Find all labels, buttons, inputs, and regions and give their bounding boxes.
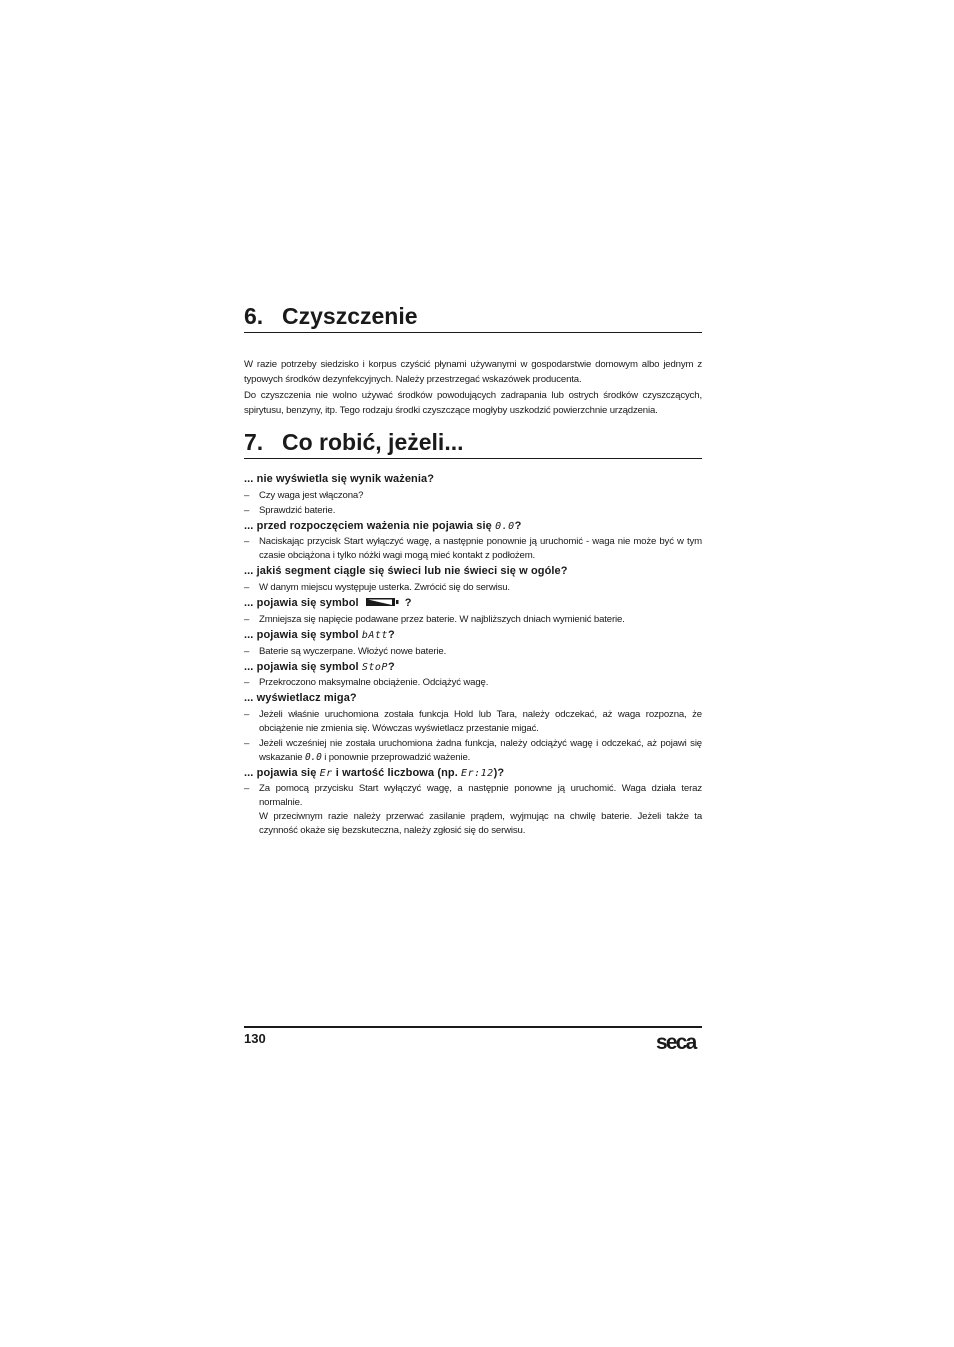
question-text: ... pojawia się (244, 766, 320, 779)
lcd-symbol-zero: 0.0 (495, 520, 515, 532)
answer-text: Zmniejsza się napięcie podawane przez baterie. W najbliższych dniach wymienić baterie. (259, 614, 625, 625)
dash-marker: – (244, 645, 250, 657)
question-segment: ... jakiś segment ciągle się świeci lub nie świeci się w ogóle? (244, 565, 568, 577)
dash-marker: – (244, 581, 250, 593)
troubleshooting-list (244, 472, 702, 839)
footer-divider (244, 1026, 702, 1028)
answer-text: Czy waga jest włączona? (259, 489, 364, 501)
answer-text: Baterie są wyczerpane. Włożyć nowe baterie. (259, 645, 447, 657)
question-error-code (244, 766, 702, 782)
answer-text: Jeżeli wcześniej nie została uruchomiona żadna funkcja, należy odciążyć wagę i odczekać, aż pojawi się wskazanie (259, 737, 702, 763)
question-text: ... pojawia się symbol (244, 629, 362, 641)
question-batt-symbol (244, 628, 702, 644)
answer-item (244, 535, 702, 563)
question-text: ... pojawia się symbol (244, 660, 362, 673)
dash-marker: – (244, 489, 250, 501)
answer-item (244, 581, 702, 595)
question-text: ... przed rozpoczęciem ważenia nie pojawia się (244, 519, 496, 532)
cleaning-paragraph-1: W razie potrzeby siedzisko i korpus czyścić płynami używanymi w gospodarstwie domowym albo jednym z typowych środków dezynfekcyjnych. Należy przestrzegać wskazówek producenta. (244, 359, 702, 386)
question-text: i wartość liczbowa (np. (332, 766, 462, 779)
page-number: 130 (244, 1031, 266, 1046)
answer-text: Za pomocą przycisku Start wyłączyć wagę, a następnie ponowne ją uruchomić. Waga działa teraz normalnie. (259, 783, 702, 808)
answer-text: W przeciwnym razie należy przerwać zasilanie prądem, wyjmując na chwilę baterie. Jeżeli także ta czynność okaże się bezskuteczna, należy zgłosić się do serwisu. (259, 811, 702, 836)
answer-item (244, 782, 702, 838)
dash-marker: – (244, 614, 250, 625)
question-battery-symbol (244, 596, 702, 613)
dash-marker: – (244, 783, 250, 794)
answer-item (244, 737, 702, 765)
question-no-weight: ... nie wyświetla się wynik ważenia? (244, 473, 435, 485)
battery-low-icon (365, 597, 399, 613)
question-no-zero (244, 519, 702, 535)
seca-logo-mark (655, 1030, 705, 1052)
section-6-heading (244, 302, 702, 333)
seca-logo-text: seca (656, 1031, 696, 1052)
lcd-symbol-er: Er (319, 767, 333, 779)
answer-item (244, 504, 702, 518)
answer-item (244, 645, 702, 659)
question-display-blinks: ... wyświetlacz miga? (244, 692, 357, 704)
answer-item (244, 676, 702, 690)
answer-text: Przekroczono maksymalne obciążenie. Odciążyć wagę. (259, 677, 489, 688)
question-mark: ? (404, 596, 412, 609)
lcd-symbol-stop: StoP (361, 661, 388, 673)
seca-logo (655, 1030, 705, 1057)
answer-item (244, 489, 702, 503)
dash-marker: – (244, 677, 250, 688)
dash-marker: – (244, 536, 250, 547)
answer-text: i ponownie przeprowadzić ważenie. (321, 751, 471, 763)
question-mark: )? (493, 766, 505, 779)
lcd-symbol-batt: bAtt (361, 630, 388, 641)
question-stop-symbol (244, 660, 702, 676)
section-7-title: Co robić, jeżeli... (282, 429, 464, 455)
answer-text: Sprawdzić baterie. (259, 504, 336, 516)
question-mark: ? (514, 519, 522, 532)
section-6-number: 6. (244, 303, 264, 329)
answer-item (244, 613, 702, 627)
answer-item (244, 708, 702, 736)
question-text: ... pojawia się symbol (244, 596, 359, 609)
lcd-symbol-zero: 0.0 (304, 751, 322, 763)
answer-text: Naciskając przycisk Start wyłączyć wagę, a następnie ponownie ją uruchomić - waga nie może być w tym czasie obciążona i tylko nóżki wagi mogą mieć kontakt z podłożem. (259, 536, 702, 561)
dash-marker: – (244, 708, 250, 720)
answer-text: Jeżeli właśnie uruchomiona została funkcja Hold lub Tara, należy odczekać, aż waga rozpozna, że obciążenie nie zmienia się. Wówczas wyświetlacz przestanie migać. (259, 708, 702, 734)
dash-marker: – (244, 737, 250, 749)
question-mark: ? (387, 629, 395, 641)
section-7-heading (244, 428, 702, 459)
answer-text: W danym miejscu występuje usterka. Zwrócić się do serwisu. (259, 581, 510, 593)
cleaning-paragraph-2: Do czyszczenia nie wolno używać środków powodujących zadrapania lub ostrych środków czyszczących, spirytusu, benzyny, itp. Tego rodzaju środki czyszczące mogłyby uszkodzić powierzchnie urządzenia. (244, 390, 702, 417)
lcd-symbol-er-12: Er:12 (461, 767, 494, 779)
section-7-number: 7. (244, 429, 264, 455)
dash-marker: – (244, 504, 250, 516)
question-mark: ? (387, 660, 395, 673)
section-6-title: Czyszczenie (282, 303, 418, 329)
